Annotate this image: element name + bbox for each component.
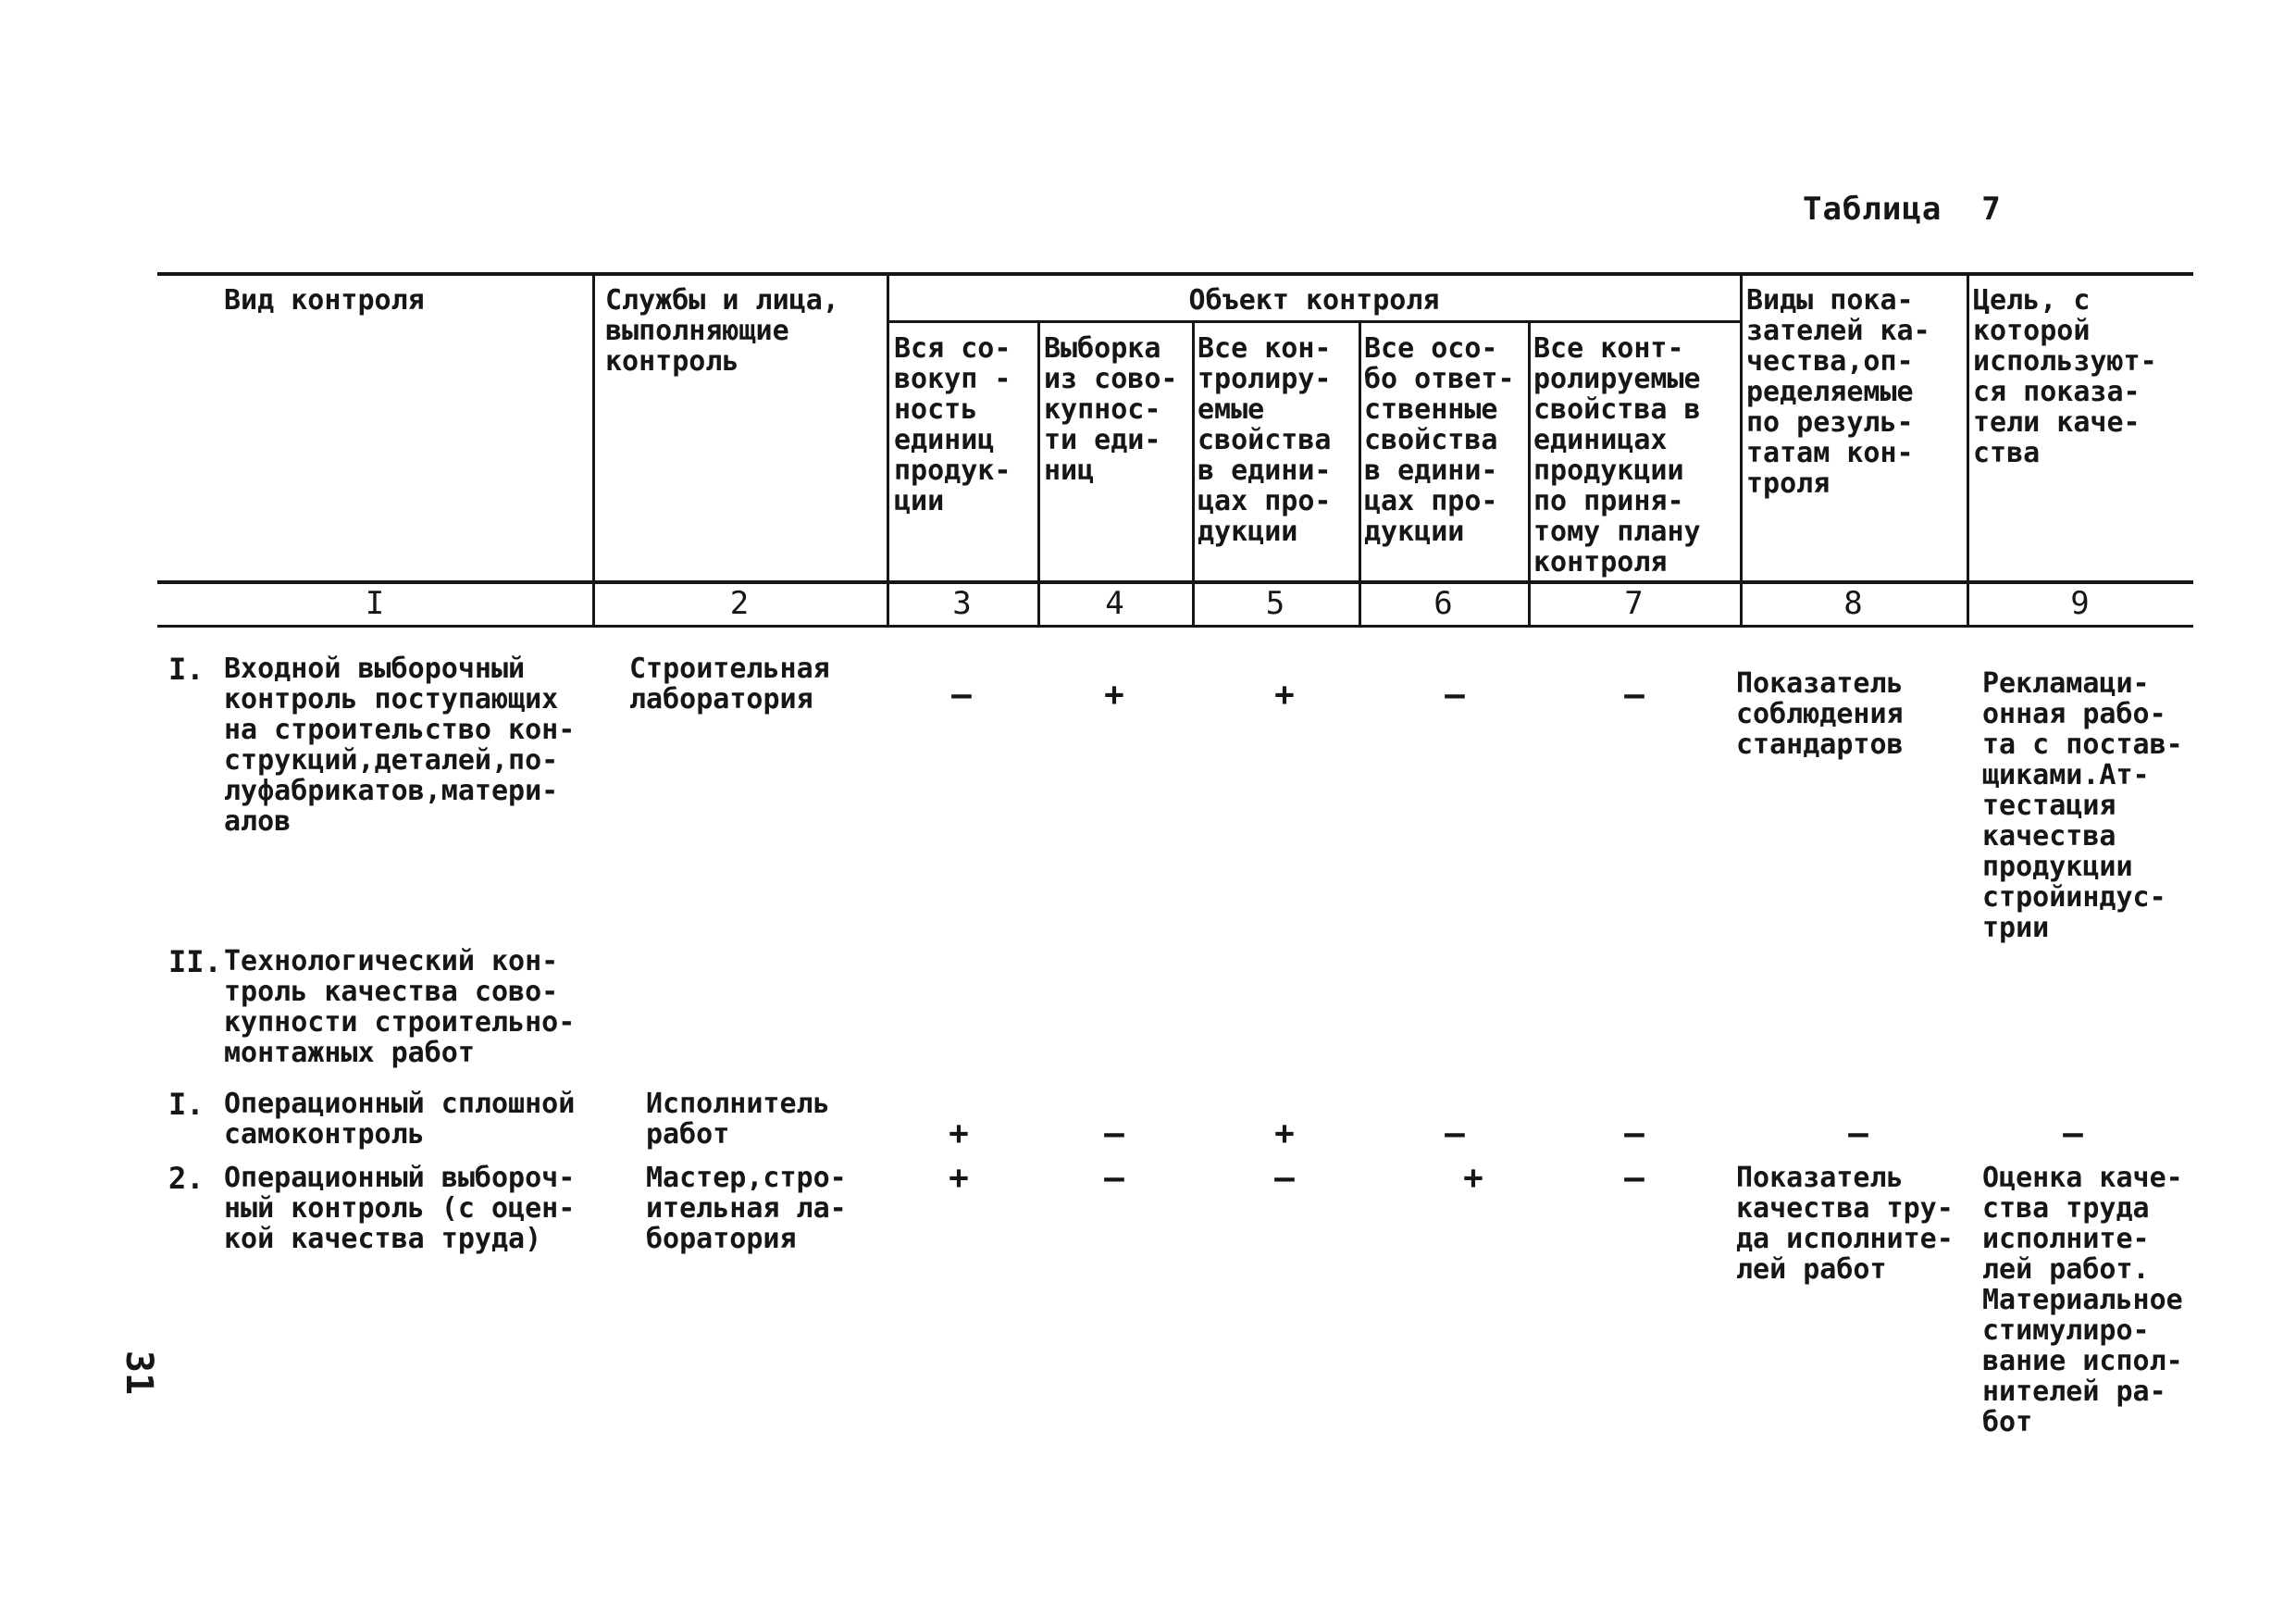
row-mark: – [1624, 676, 1644, 714]
column-number: 5 [1265, 585, 1285, 622]
header-col5: Все кон- тролиру- емые свойства в едини- цах про- дукции [1198, 332, 1332, 548]
column-number: 8 [1843, 585, 1863, 622]
column-divider [1192, 320, 1195, 628]
row-indicators: Показатель качества тру- да исполните- лей работ [1736, 1162, 1954, 1286]
header-control-object: Объект контроля [1188, 284, 1440, 317]
row-number: I. [168, 652, 205, 687]
row-mark: – [1104, 1114, 1124, 1152]
row-services: Мастер,стро- ительная ла- боратория [646, 1162, 847, 1255]
column-number: 6 [1433, 585, 1453, 622]
header-bottom-rule [157, 580, 2193, 584]
header-col6: Все осо- бо ответ- ственные свойства в едини- цах про- дукции [1364, 332, 1515, 548]
row-indicators: – [1848, 1114, 1868, 1152]
column-divider [1037, 320, 1040, 628]
column-number: 9 [2070, 585, 2090, 622]
column-number: 7 [1624, 585, 1644, 622]
row-control-type: Операционный выбороч- ный контроль (с оцен- кой качества труда) [224, 1162, 576, 1255]
control-table [157, 272, 2193, 1475]
column-divider [1967, 272, 1969, 628]
row-mark: + [1463, 1159, 1483, 1197]
row-mark: – [1624, 1159, 1644, 1197]
row-mark: + [1104, 676, 1124, 714]
table-top-rule [157, 272, 2193, 276]
row-services: Исполнитель работ [646, 1088, 830, 1151]
column-divider [1528, 320, 1531, 628]
column-number: I [365, 585, 385, 622]
row-mark: – [1274, 1159, 1295, 1197]
row-number: I. [168, 1087, 205, 1122]
header-col8: Виды пока- зателей ка- чества,оп- ределяемые по резуль- татам кон- троля [1746, 284, 1930, 500]
column-number: 4 [1105, 585, 1124, 622]
row-goal: – [2063, 1114, 2083, 1152]
row-mark: – [951, 676, 972, 714]
row-number: 2. [168, 1161, 205, 1196]
row-goal: Оценка каче- ства труда исполните- лей работ. Материальное стимулиро- вание испол- нителей ра- бот [1982, 1162, 2183, 1438]
row-mark: – [1624, 1114, 1644, 1152]
column-divider [1359, 320, 1361, 628]
row-mark: – [1445, 1114, 1465, 1152]
header-col7: Все конт- ролируемые свойства в единицах продукции по приня- тому плану контроля [1533, 332, 1701, 579]
column-number: 2 [729, 585, 750, 622]
row-control-type: Операционный сплошной самоконтроль [224, 1088, 576, 1151]
header-col3: Вся со- вокуп - ность единиц продук- ции [894, 332, 1011, 517]
column-divider [592, 272, 595, 628]
header-col9: Цель, с которой используют- ся показа- тели каче- ства [1973, 284, 2157, 469]
row-services: Строительная лаборатория [629, 653, 830, 716]
column-divider [1740, 272, 1743, 628]
header-control-type: Вид контроля [224, 284, 425, 317]
row-number: II. [168, 944, 222, 979]
group-header-rule [887, 320, 1740, 323]
column-number: 3 [952, 585, 972, 622]
column-number-rule [157, 625, 2193, 628]
row-mark: + [949, 1159, 969, 1197]
row-goal: Рекламаци- онная рабо- та с постав- щиками.Ат- тестация качества продукции стройиндус- трии [1982, 667, 2183, 944]
header-services: Службы и лица, выполняющие контроль [605, 284, 839, 378]
row-indicators: Показатель соблюдения стандартов [1736, 667, 1904, 761]
row-mark: + [949, 1114, 969, 1152]
row-mark: – [1445, 676, 1465, 714]
table-caption: Таблица 7 [1803, 191, 2002, 228]
column-divider [887, 272, 889, 628]
row-mark: + [1274, 676, 1295, 714]
row-control-type: Входной выборочный контроль поступающих на строительство кон- струкций,деталей,по- луфабрикатов,матери- алов [224, 653, 576, 838]
page-number: 31 [118, 1350, 160, 1396]
row-mark: – [1104, 1159, 1124, 1197]
row-control-type: Технологический кон- троль качества сово- купности строительно- монтажных работ [224, 945, 576, 1069]
header-col4: Выборка из сово- купнос- ти еди- ниц [1044, 332, 1178, 487]
row-mark: + [1274, 1114, 1295, 1152]
